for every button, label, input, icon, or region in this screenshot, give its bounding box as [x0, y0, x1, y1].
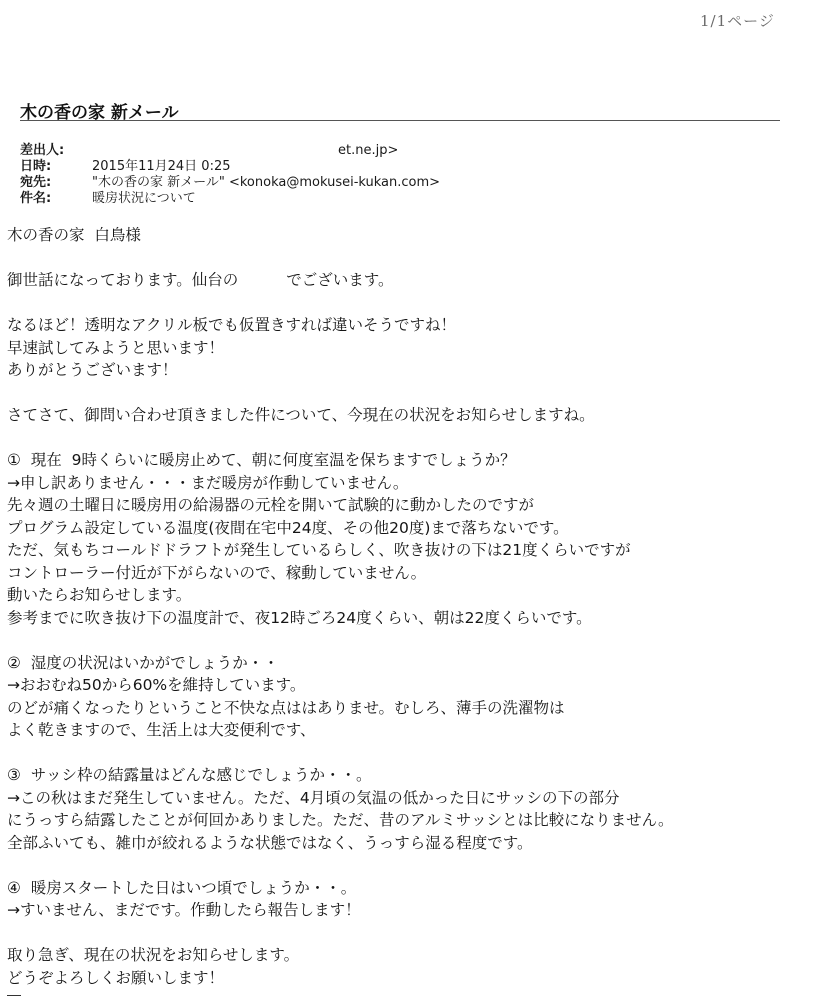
addressee: 木の香の家 白鳥様	[7, 226, 141, 244]
signature-divider	[7, 995, 21, 996]
paragraph-line: ありがとうございます！	[7, 361, 178, 379]
answer-line: コントローラー付近が下がらないので、稼動していません。	[7, 563, 427, 582]
greeting-before: 御世話になっております。仙台の	[7, 271, 239, 289]
from-label: 差出人:	[20, 143, 65, 158]
from-row	[20, 143, 440, 159]
answer-line: 動いたらお知らせします。	[7, 586, 192, 604]
from-address: et.ne.jp>	[338, 143, 399, 158]
subject-row	[20, 191, 440, 207]
page-number: 1/1ページ	[700, 12, 775, 30]
answer-line: プログラム設定している温度(夜間在宅中24度、その他20度)まで落ちないです。	[7, 518, 569, 537]
greeting-after: でございます。	[286, 271, 394, 289]
to-row	[20, 175, 440, 191]
paragraph-line: なるほど！透明なアクリル板でも仮置きすれば違いそうですね！	[7, 316, 457, 334]
closing-line: どうぞよろしくお願いします！	[7, 968, 225, 987]
answer-line: →すいません、まだです。作動したら報告します！	[7, 901, 361, 919]
answer-line: にうっすら結露したことが何回かありました。ただ、昔のアルミサッシとは比較になりません。	[7, 811, 674, 829]
question-4: ④ 暖房スタートした日はいつ頃でしょうか・・。	[7, 878, 357, 897]
date-value: 2015年11月24日 0:25	[92, 159, 231, 174]
to-value: "木の香の家 新メール" <konoka@mokusei-kukan.com>	[92, 175, 441, 190]
closing-line: 取り急ぎ、現在の状況をお知らせします。	[7, 946, 300, 964]
date-label: 日時:	[20, 159, 52, 174]
paragraph-line: 早速試してみようと思います！	[7, 338, 225, 357]
subject-label: 件名:	[20, 191, 52, 206]
greeting	[7, 269, 674, 292]
title-divider	[20, 120, 780, 121]
answer-line: 全部ふいても、雑巾が絞れるような状態ではなく、うっすら湿る程度です。	[7, 833, 533, 852]
answer-line: よく乾きますので、生活上は大変便利です、	[7, 721, 316, 739]
email-headers	[20, 143, 440, 207]
email-body	[7, 224, 674, 989]
question-3: ③ サッシ枠の結露量はどんな感じでしょうか・・。	[7, 766, 372, 784]
question-2: ② 湿度の状況はいかがでしょうか・・	[7, 653, 279, 672]
intro-line: さてさて、御問い合わせ頂きました件について、今現在の状況をお知らせしますね。	[7, 406, 595, 424]
date-row	[20, 159, 440, 175]
question-1: ① 現在 9時くらいに暖房止めて、朝に何度室温を保ちますでしょうか？	[7, 451, 516, 469]
answer-line: のどが痛くなったりということ不快な点ははありませ。むしろ、薄手の洗濯物は	[7, 698, 565, 717]
mail-title: 木の香の家 新メール	[20, 103, 179, 123]
answer-line: ただ、気もちコールドドラフトが発生しているらしく、吹き抜けの下は21度くらいですが	[7, 541, 631, 559]
answer-line: →申し訳ありません・・・まだ暖房が作動していません。	[7, 473, 409, 492]
answer-line: →おおむね50から60%を維持しています。	[7, 676, 306, 694]
answer-line: →この秋はまだ発生していません。ただ、4月頃の気温の低かった日にサッシの下の部分	[7, 788, 620, 807]
answer-line: 参考までに吹き抜け下の温度計で、夜12時ごろ24度くらい、朝は22度くらいです。	[7, 608, 592, 627]
from-value	[92, 143, 398, 159]
subject-value: 暖房状況について	[92, 191, 196, 206]
to-label: 宛先:	[20, 175, 52, 190]
answer-line: 先々週の土曜日に暖房用の給湯器の元栓を開いて試験的に動かしたのですが	[7, 496, 535, 514]
